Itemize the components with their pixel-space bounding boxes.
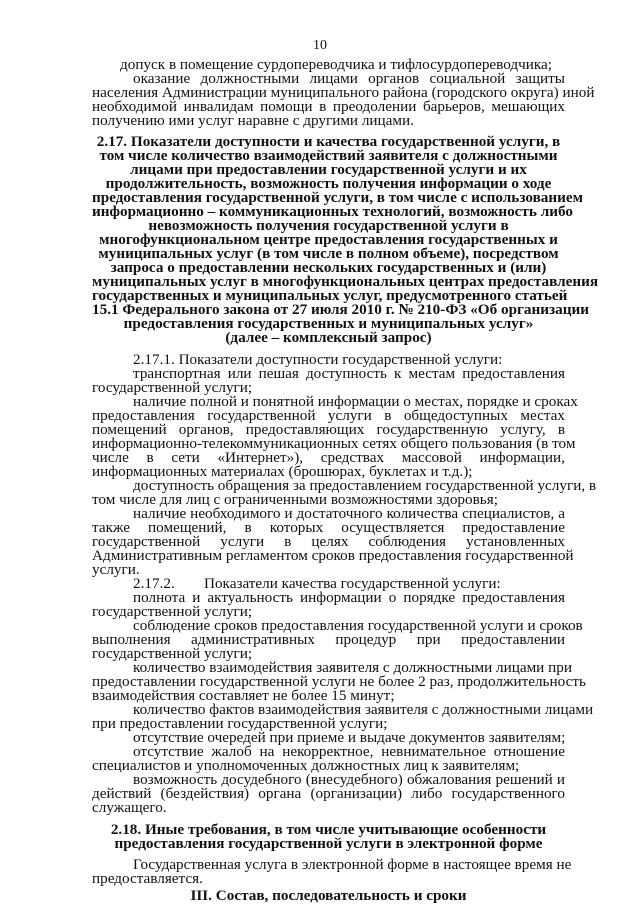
text-line: транспортная или пешая доступность к местам предоставления: [133, 365, 565, 382]
section-heading-line: информационно – коммуникационных технологий, возможность либо: [92, 203, 573, 220]
text-line: информационно-телекоммуникационных сетях общего пользования (в том: [92, 435, 576, 452]
section-heading-line: продолжительность, возможность получения информации о ходе: [105, 175, 552, 192]
text-line: 2.17.1. Показатели доступности государственной услуги:: [133, 351, 503, 368]
text-line: услуги.: [92, 561, 140, 578]
text-line: Государственная услуга в электронной форме в настоящее время не: [133, 856, 572, 873]
text-line: предоставлении государственной услуги не более 2 раз, продолжительность: [92, 673, 586, 690]
subsection-number: 2.17.2.: [133, 575, 175, 592]
text-line: государственной услуги;: [92, 379, 253, 396]
chapter-heading: III. Состав, последовательность и сроки: [190, 887, 467, 904]
section-heading-line: запроса о предоставлении нескольких государственных и (или): [110, 259, 547, 276]
text-line: предоставляется.: [92, 870, 203, 887]
section-heading-line: предоставления государственной услуги в электронной форме: [114, 835, 543, 852]
section-heading-line: (далее – комплексный запрос): [225, 329, 432, 346]
text-line: наличие полной и понятной информации о местах, порядке и сроках: [133, 393, 578, 410]
text-line: оказание должностными лицами органов социальной защиты: [133, 70, 565, 87]
section-heading-line: муниципальных услуг (в том числе в полном объеме), посредством: [98, 245, 559, 262]
text-line: соблюдение сроков предоставления государственной услуги и сроков: [133, 617, 583, 634]
text-line: наличие необходимого и достаточного количества специалистов, а: [133, 505, 565, 522]
section-heading-line: невозможность получения государственной услуги в: [148, 217, 509, 234]
text-line: отсутствие очередей при приеме и выдаче документов заявителям;: [133, 729, 566, 746]
section-heading-line: 15.1 Федерального закона от 27 июля 2010 г. № 210-ФЗ «Об организации: [92, 301, 589, 318]
section-heading-line: предоставления государственных и муниципальных услуг»: [123, 315, 534, 332]
text-line: доступность обращения за предоставлением государственной услуги, в: [133, 477, 597, 494]
text-line: также помещений, в которых осуществляется предоставление: [92, 519, 565, 536]
section-heading-line: предоставления государственной услуги, в том числе с использованием: [92, 189, 583, 206]
text-line: при предоставлении государственной услуги;: [92, 715, 388, 732]
section-heading-line: муниципальных услуг в многофункциональных центрах предоставления: [92, 273, 599, 290]
page-number: 10: [313, 38, 327, 53]
section-heading-line: 2.18. Иные требования, в том числе учитывающие особенности: [110, 821, 547, 838]
section-heading-line: государственных и муниципальных услуг, предусмотренного статьей: [92, 287, 568, 304]
text-line: государственной услуги;: [92, 603, 253, 620]
section-heading-line: многофункциональном центре предоставления государственных и: [99, 231, 558, 248]
text-line: полнота и актуальность информации о порядке предоставления: [133, 589, 565, 606]
text-line: необходимой инвалидам помощи в преодолении барьеров, мешающих: [92, 98, 565, 115]
text-line: допуск в помещение сурдопереводчика и тифлосурдопереводчика;: [120, 56, 552, 73]
text-line: населения Администрации муниципального района (городского округа) иной: [92, 84, 595, 101]
text-line: возможность досудебного (внесудебного) обжалования решений и: [133, 771, 565, 788]
text-line: Административным регламентом сроков предоставления государственной: [92, 547, 574, 564]
text-line: выполнения административных процедур при предоставлении: [92, 631, 565, 648]
text-line: действий (бездействия) органа (организации) либо государственного: [92, 785, 565, 802]
text-line: предоставления государственной услуги в общедоступных местах: [92, 407, 565, 424]
text-line: служащего.: [92, 799, 167, 816]
section-heading-line: лицами при предоставлении государственной услуги и их: [130, 161, 527, 178]
text-line: государственной услуги в целях соблюдения установленных: [92, 533, 565, 550]
text-line: количество взаимодействия заявителя с должностными лицами при: [133, 659, 572, 676]
text-line: специалистов и уполномоченных должностных лиц к заявителям;: [92, 757, 520, 774]
text-line: количество фактов взаимодействия заявителя с должностными лицами: [133, 701, 594, 718]
text-line: отсутствие жалоб на некорректное, невнимательное отношение: [133, 743, 565, 760]
text-line: взаимодействия составляет не более 15 минут;: [92, 687, 395, 704]
section-heading-line: том числе количество взаимодействий заявителя с должностными: [99, 147, 558, 164]
text-line: числе в сети «Интернет»), средствах массовой информации,: [92, 449, 565, 466]
text-line: том числе для лиц с ограниченными возможностями здоровья;: [92, 491, 498, 508]
section-heading-line: 2.17. Показатели доступности и качества государственной услуги, в: [96, 133, 561, 150]
text-line: Показатели качества государственной услуги:: [204, 575, 501, 592]
text-line: информационных материалах (брошюрах, буклетах и т.д.);: [92, 463, 473, 480]
text-line: помещений органов, предоставляющих государственную услугу, в: [92, 421, 565, 438]
text-line: государственной услуги;: [92, 645, 253, 662]
text-line: получению ими услуг наравне с другими лицами.: [92, 112, 414, 129]
